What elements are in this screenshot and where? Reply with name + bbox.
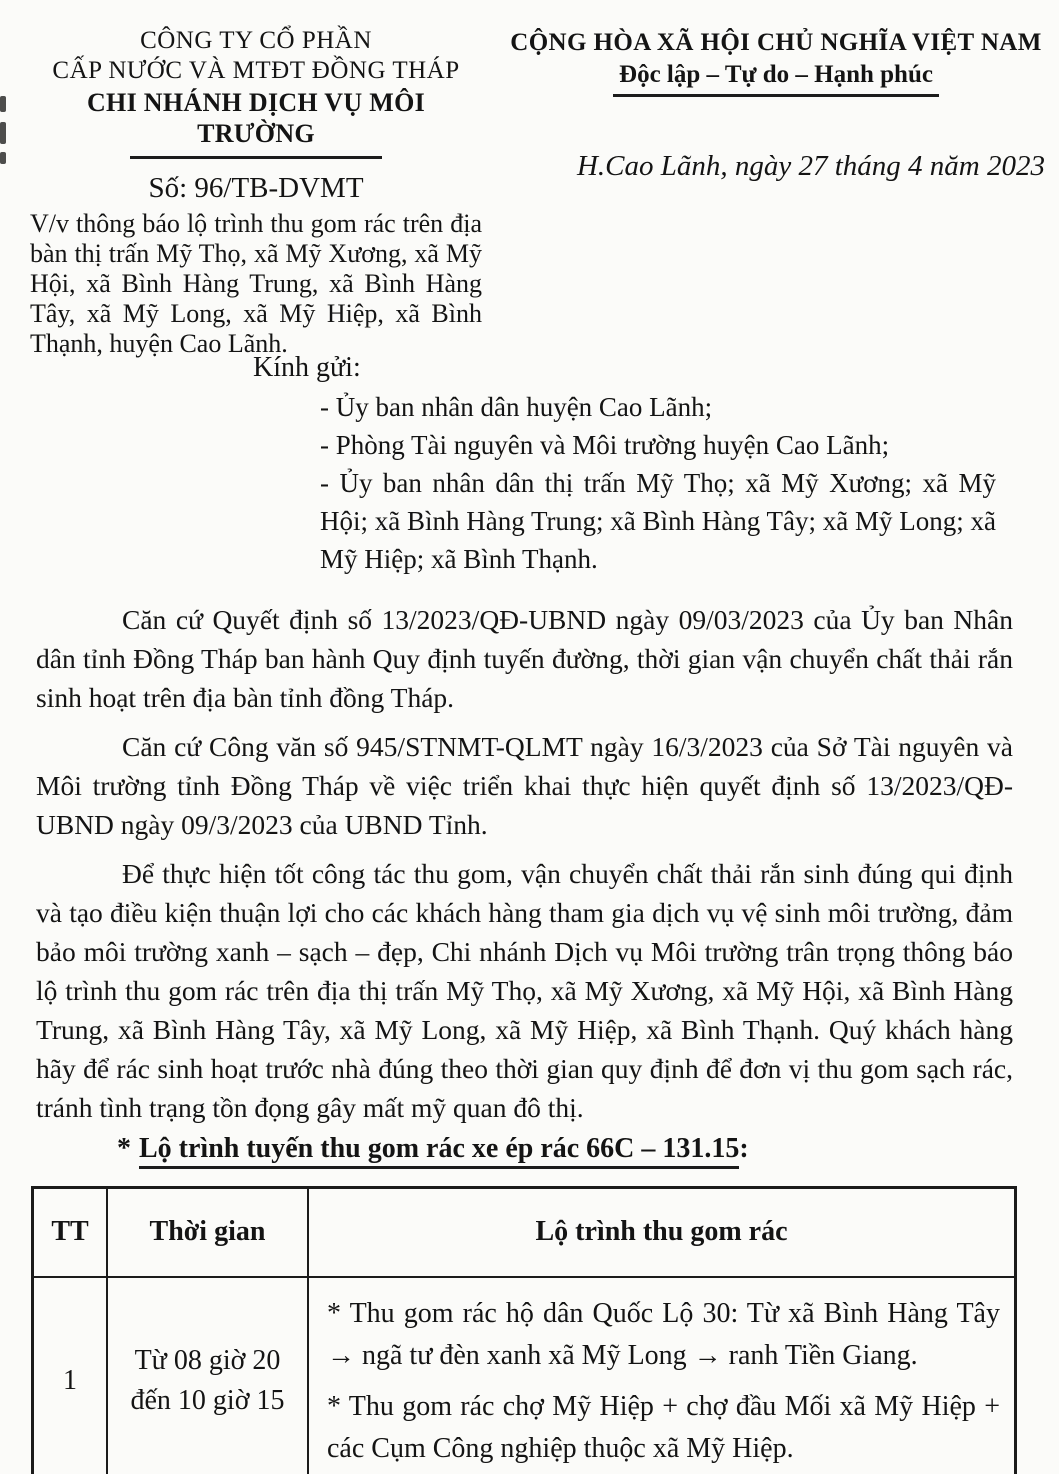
scan-artifact (0, 122, 6, 144)
national-motto-wrap (505, 61, 1047, 97)
recipient-item: - Ủy ban nhân dân thị trấn Mỹ Thọ; xã Mỹ Xương; xã Mỹ Hội; xã Bình Hàng Trung; xã Bình Hàng Tây; xã Mỹ Long; xã Mỹ Hiệp; xã Bình Thạnh. (320, 468, 996, 574)
route-item: * Thu gom rác hộ dân Quốc Lộ 30: Từ xã Bình Hàng Tây → ngã tư đèn xanh xã Mỹ Long → ranh Tiền Giang. (327, 1297, 1000, 1371)
body-section (36, 600, 1013, 1137)
scan-artifact (0, 96, 6, 112)
route-heading-text: Lộ trình tuyến thu gom rác xe ép rác 66C – 131.15 (139, 1133, 739, 1169)
document-number: Số: 96/TB-DVMT (148, 172, 364, 204)
paragraph-announcement: Để thực hiện tốt công tác thu gom, vận chuyển chất thải rắn sinh đúng qui định và tạo điều kiện thuận lợi cho các khách hàng tham gia dịch vụ vệ sinh môi trường, đảm bảo môi trường xanh – sạch – đẹp, Chi nhánh Dịch vụ Môi trường trân trọng thông báo lộ trình thu gom rác trên địa thị trấn Mỹ Thọ, xã Mỹ Xương, xã Mỹ Hội, xã Bình Hàng Trung, xã Bình Hàng Tây, xã Mỹ Long, xã Mỹ Hiệp, xã Bình Thạnh. Quý khách hàng hãy để rác sinh hoạt trước nhà đúng theo thời gian quy định để đơn vị thu gom sạch rác, tránh tình trạng tồn đọng gây mất mỹ quan đô thị. (36, 858, 1013, 1123)
recipient-list (320, 388, 996, 578)
route-item: * Thu gom rác chợ Mỹ Hiệp + chợ đầu Mối xã Mỹ Hiệp + các Cụm Công nghiệp thuộc xã Mỹ Hiệp. (327, 1390, 1000, 1464)
cell-route-details (308, 1277, 1016, 1474)
route-table (31, 1186, 1017, 1474)
column-header-tt: TT (33, 1188, 108, 1277)
route-table-head (33, 1188, 1016, 1277)
issuer-block (30, 26, 482, 359)
issuer-branch-name: CHI NHÁNH DỊCH VỤ MÔI TRƯỜNG (86, 88, 426, 148)
national-block (505, 28, 1047, 183)
route-heading-colon: : (739, 1133, 749, 1164)
column-header-time: Thời gian (107, 1188, 308, 1277)
document-subject: V/v thông báo lộ trình thu gom rác trên địa bàn thị trấn Mỹ Thọ, xã Mỹ Xương, xã Mỹ Hội, xã Bình Hàng Trung, xã Bình Hàng Tây, xã Mỹ Long, xã Mỹ Hiệp, xã Bình Thạnh, huyện Cao Lãnh. (30, 209, 482, 358)
table-header-row (33, 1188, 1016, 1277)
issuer-company-line2: CẤP NƯỚC VÀ MTĐT ĐỒNG THÁP (52, 57, 460, 84)
national-title: CỘNG HÒA XÃ HỘI CHỦ NGHĨA VIỆT NAM (510, 29, 1042, 56)
cell-row-number: 1 (33, 1277, 108, 1474)
paragraph-legal-basis-2: Căn cứ Công văn số 945/STNMT-QLMT ngày 16/3/2023 của Sở Tài nguyên và Môi trường tỉnh Đồng Tháp về việc triển khai thực hiện quyết định số 13/2023/QĐ-UBND ngày 09/3/2023 của UBND Tỉnh. (36, 731, 1013, 840)
table-row (33, 1277, 1016, 1474)
recipient-item: - Phòng Tài nguyên và Môi trường huyện Cao Lãnh; (320, 430, 890, 460)
national-motto: Độc lập – Tự do – Hạnh phúc (613, 61, 939, 97)
issuer-divider (130, 156, 382, 159)
salutation-section (0, 350, 1059, 578)
salutation-label: Kính gửi: (253, 352, 361, 383)
place-dateline: H.Cao Lãnh, ngày 27 tháng 4 năm 2023 (576, 150, 1046, 182)
recipient-item: - Ủy ban nhân dân huyện Cao Lãnh; (320, 392, 713, 422)
scan-artifact (0, 152, 6, 164)
paragraph-legal-basis-1: Căn cứ Quyết định số 13/2023/QĐ-UBND ngày 09/03/2023 của Ủy ban Nhân dân tỉnh Đồng Tháp ban hành Quy định tuyến đường, thời gian vận chuyển chất thải rắn sinh hoạt trên địa bàn tỉnh đồng Tháp. (36, 604, 1013, 713)
route-table-body (33, 1277, 1016, 1474)
cell-time-range: Từ 08 giờ 20 đến 10 giờ 15 (107, 1277, 308, 1474)
column-header-route: Lộ trình thu gom rác (308, 1188, 1016, 1277)
issuer-company-line1: CÔNG TY CỔ PHẦN (140, 27, 372, 54)
route-heading-marker: * (117, 1133, 131, 1164)
route-heading (117, 1132, 749, 1166)
